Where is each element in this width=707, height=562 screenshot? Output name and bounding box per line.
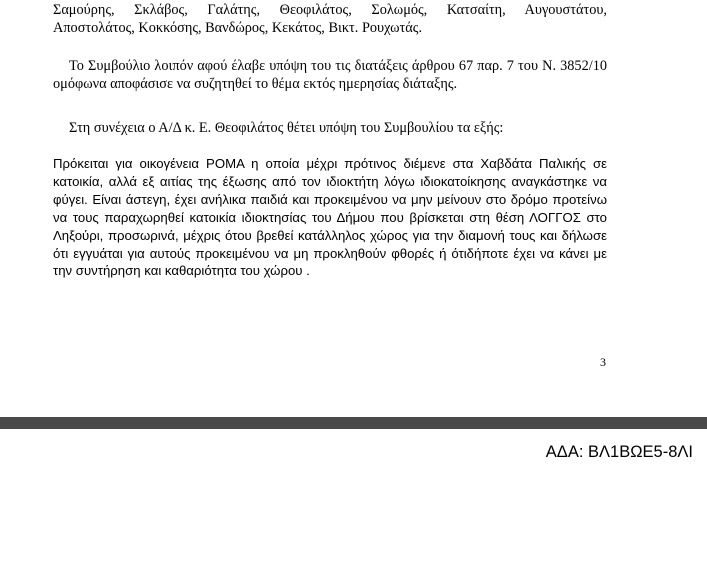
paragraph-introduction: Στη συνέχεια ο Α/Δ κ. Ε. Θεοφιλάτος θέτει υπόψη του Συμβουλίου τα εξής: bbox=[69, 120, 504, 136]
ada-code-label: ΑΔΑ: ΒΛ1ΒΩΕ5-8ΛΙ bbox=[545, 443, 693, 461]
page-separator-bar bbox=[0, 417, 707, 429]
council-members-line-2: Αποστολάτος, Κοκκόσης, Βανδώρος, Κεκάτος, Βικτ. Ρουχωτάς. bbox=[53, 20, 423, 36]
council-members-line-1: Σαμούρης, Σκλάβος, Γαλάτης, Θεοφιλάτος, Σολωμός, Κατσαίτη, Αυγουστάτου, bbox=[53, 2, 607, 18]
council-members-list bbox=[53, 1, 607, 37]
page-number: 3 bbox=[600, 355, 606, 369]
paragraph-decision: Το Συμβούλιο λοιπόν αφού έλαβε υπόψη του τις διατάξεις άρθρου 67 παρ. 7 του Ν. 3852/10 ομόφωνα αποφάσισε να συζητηθεί το θέμα εκτός ημερησίας διάταξης. bbox=[53, 58, 607, 92]
paragraph-proposal: Πρόκειται για οικογένεια ΡΟΜΑ η οποία μέχρι πρότινος διέμενε στα Χαβδάτα Παλικής σε κατοικία, αλλά εξ αιτίας της έξωσης από τον ιδιοκτήτη λόγω ιδιοκατοίκησης αναγκάστηκε να φύγει. Είναι άστεγη, έχει ανήλικα παιδιά και προκειμένου να μην μείνουν στο δρόμο προτείνω να τους παραχωρηθεί κατοικία ιδιοκτησίας του Δήμου που βρίσκεται στη θέση ΛΟΓΓΟΣ στο Ληξούρι, προσωρινά, μέχρις ότου βρεθεί κατάλληλος χώρος για την διαμονή τους και δήλωσε ότι εγγυάται για αυτούς προκειμένου να μη προκληθούν φθορές ή ότιδήποτε έχει να κάνει με την συντήρηση και καθαριότητα του χώρου . bbox=[53, 156, 607, 279]
